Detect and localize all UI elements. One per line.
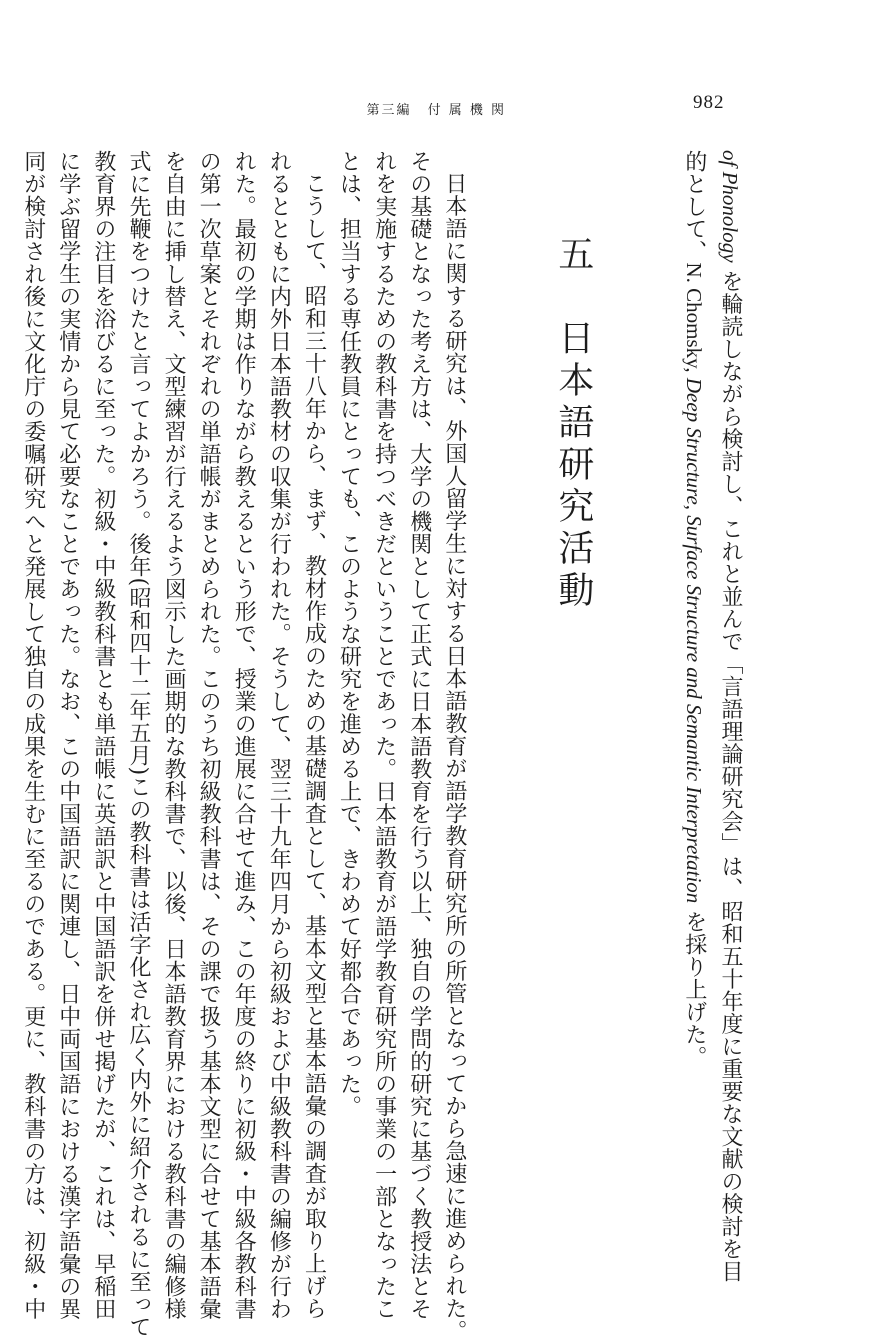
body-line: を自由に挿し替え、文型練習が行えるよう図示した画期的な教科書で、以後、日本語教育界における教科書の編修様 bbox=[161, 150, 187, 1320]
intro-line-1 bbox=[712, 150, 748, 1283]
intro-latin-title: of Phonology bbox=[718, 150, 742, 263]
intro-author: N. Chomsky, bbox=[681, 262, 706, 378]
vertical-text-body bbox=[16, 150, 748, 1342]
running-header-part: 第三編 bbox=[366, 103, 412, 118]
body-line: 教育界の注目を浴びるに至った。初級・中級教科書とも単語帳に英語訳と中国語訳を併せ掲げたが、これは、早稲田 bbox=[90, 150, 116, 1320]
body-line: れるとともに内外日本語教材の収集が行われた。そうして、翌三十九年四月から初級および中級教科書の編修が行わ bbox=[266, 150, 292, 1320]
body-line: れた。最初の学期は作りながら教えるという形で、授業の進展に合せて進み、この年度の終りに初級・中級各教科書 bbox=[231, 150, 257, 1320]
intro-book-title: Deep Structure, Surface Structure and Semantic Interpretation bbox=[681, 377, 706, 904]
running-header-title: 付 属 機 関 bbox=[427, 103, 506, 118]
body-line: こうして、昭和三十八年から、まず、教材作成のための基礎調査として、基本文型と基本語彙の調査が取り上げら bbox=[301, 172, 327, 1320]
body-line: とは、担当する専任教員にとっても、このような研究を進める上で、きわめて好都合であった。 bbox=[336, 150, 362, 1118]
body-line: に学ぶ留学生の実情から見て必要なことであった。なお、この中国語訳に関連し、日中両国語における漢字語彙の異 bbox=[55, 150, 81, 1320]
body-line: その基礎となった考え方は、大学の機関として正式に日本語教育を行う以上、独自の学問的研究に基づく教授法とそ bbox=[406, 150, 432, 1320]
body-line: 日本語に関する研究は、外国人留学生に対する日本語教育が語学教育研究所の所管となってから急速に進められた。 bbox=[441, 172, 467, 1342]
page-number: 982 bbox=[693, 92, 725, 113]
intro-line-2-lead: 的として、 bbox=[681, 150, 707, 263]
running-header bbox=[356, 99, 506, 118]
intro-line-2 bbox=[676, 150, 712, 1150]
body-line: れを実施するための教科書を持つべきだということであった。日本語教育が語学教育研究所の事業の一部となったこ bbox=[371, 150, 397, 1320]
body-line: 式に先鞭をつけたと言ってよかろう。後年(昭和四十二年五月)この教科書は活字化され広く内外に紹介されるに至って bbox=[125, 150, 151, 1339]
section-heading: 五 日本語研究活動 bbox=[552, 235, 594, 613]
body-line: の第一次草案とそれぞれの単語帳がまとめられた。このうち初級教科書は、その課で扱う基本文型に合せて基本語彙 bbox=[196, 150, 222, 1320]
body-line: 同が検討され後に文化庁の委嘱研究へと発展して独自の成果を生むに至るのである。更に、教科書の方は、初級・中 bbox=[20, 150, 46, 1320]
intro-line-2-tail: を採り上げた。 bbox=[681, 903, 707, 1069]
intro-line-1-text: を輪読しながら検討し、これと並んで「言語理論研究会」は、昭和五十年度に重要な文献の検討を目 bbox=[718, 262, 743, 1283]
